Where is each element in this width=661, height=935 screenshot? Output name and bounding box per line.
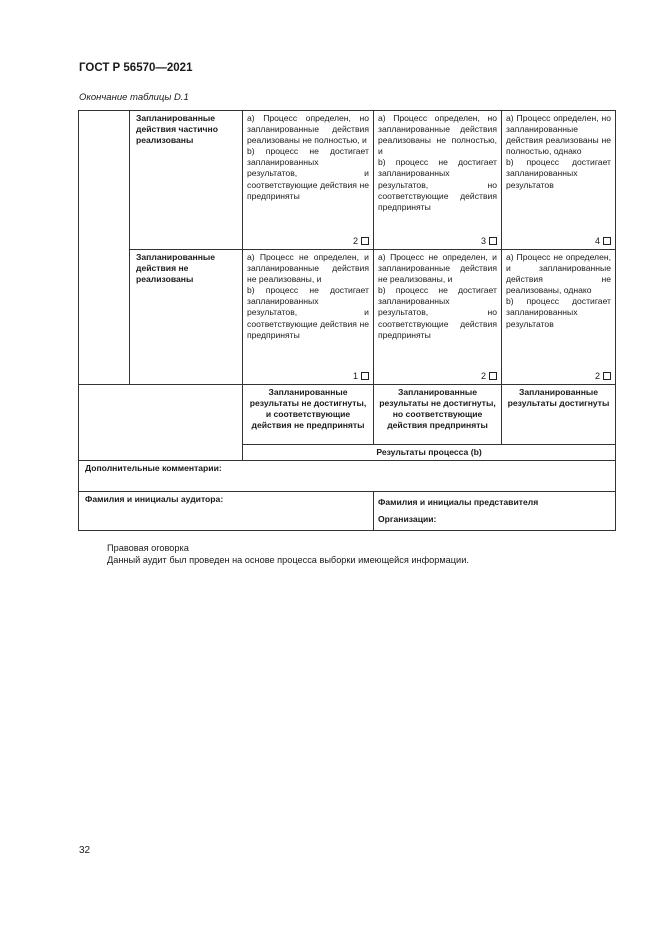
audit-table bbox=[78, 110, 616, 531]
assessment-cell bbox=[243, 250, 374, 385]
disclaimer-text: Данный аудит был проведен на основе процесса выборки имеющейся информации. bbox=[107, 555, 469, 566]
checkbox-icon bbox=[603, 372, 611, 380]
score-value: 2 bbox=[480, 370, 486, 381]
checkbox-icon bbox=[603, 237, 611, 245]
score-value: 3 bbox=[480, 235, 486, 246]
assessment-cell bbox=[374, 111, 502, 250]
cell-text: a) Процесс не определен, и запланированные действия не реализованы, и b) процесс не достигает запланированных результатов, и соответствующие действия не предприняты bbox=[247, 252, 369, 340]
column-header-not-achieved-no-action: Запланированные результаты не достигнуты, и соответствующие действия не предприняты bbox=[243, 385, 374, 445]
score-value: 2 bbox=[352, 235, 358, 246]
column-header-achieved: Запланированные результаты достигнуты bbox=[502, 385, 616, 445]
empty-side-cell bbox=[79, 111, 130, 385]
score-checkbox[interactable] bbox=[353, 371, 369, 382]
table-caption: Окончание таблицы D.1 bbox=[79, 92, 189, 103]
score-checkbox[interactable] bbox=[353, 236, 369, 247]
table-row bbox=[79, 461, 616, 492]
table-row bbox=[79, 492, 616, 531]
disclaimer-title: Правовая оговорка bbox=[107, 543, 189, 553]
assessment-cell bbox=[502, 250, 616, 385]
cell-text: a) Процесс определен, но запланированные действия реализованы не полностью, и b) процесс не достигает запланированных результатов, но соответствующие действия предприняты bbox=[378, 113, 497, 212]
score-checkbox[interactable] bbox=[595, 236, 611, 247]
process-results-label: Результаты процесса (b) bbox=[243, 445, 616, 461]
checkbox-icon bbox=[489, 372, 497, 380]
table-row bbox=[79, 250, 616, 385]
row-label-not-implemented: Запланированные действия не реализованы bbox=[130, 250, 243, 385]
score-checkbox[interactable] bbox=[481, 371, 497, 382]
disclaimer bbox=[107, 542, 469, 567]
checkbox-icon bbox=[489, 237, 497, 245]
representative-label: Фамилия и инициалы представителя bbox=[378, 497, 539, 508]
document-header: ГОСТ Р 56570—2021 bbox=[79, 62, 193, 74]
score-value: 4 bbox=[594, 235, 600, 246]
cell-text: a) Процесс определен, но запланированные действия реализованы не полностью, однако b) процесс достигает запланированных результатов bbox=[506, 113, 611, 190]
score-value: 2 bbox=[594, 370, 600, 381]
score-value: 1 bbox=[352, 370, 358, 381]
page-number: 32 bbox=[79, 845, 91, 856]
assessment-cell bbox=[243, 111, 374, 250]
comments-field[interactable] bbox=[79, 461, 616, 492]
cell-text: a) Процесс определен, но запланированные действия реализованы не полностью, и b) процесс не достигает запланированных результатов, и соответствующие действия не предприняты bbox=[247, 113, 369, 201]
score-checkbox[interactable] bbox=[481, 236, 497, 247]
checkbox-icon bbox=[361, 237, 369, 245]
auditor-field[interactable] bbox=[79, 492, 374, 531]
empty-corner-cell bbox=[79, 385, 243, 461]
organization-label: Организации: bbox=[378, 514, 437, 525]
checkbox-icon bbox=[361, 372, 369, 380]
cell-text: a) Процесс не определен, и запланированные действия не реализованы, и b) процесс не достигает запланированных результатов, но соответствующие действия предприняты bbox=[378, 252, 497, 340]
assessment-cell bbox=[502, 111, 616, 250]
auditor-label: Фамилия и инициалы аудитора: bbox=[85, 494, 224, 505]
assessment-cell bbox=[374, 250, 502, 385]
representative-field[interactable] bbox=[374, 492, 616, 531]
column-header-not-achieved-action: Запланированные результаты не достигнуты, но соответствующие действия предприняты bbox=[374, 385, 502, 445]
score-checkbox[interactable] bbox=[595, 371, 611, 382]
table-row bbox=[79, 111, 616, 250]
comments-label: Дополнительные комментарии: bbox=[85, 463, 222, 474]
row-label-partial: Запланированные действия частично реализованы bbox=[130, 111, 243, 250]
table-row bbox=[79, 385, 616, 445]
cell-text: a) Процесс не определен, и запланированные действия не реализованы, однако b) процесс достигает запланированных результатов bbox=[506, 252, 611, 329]
